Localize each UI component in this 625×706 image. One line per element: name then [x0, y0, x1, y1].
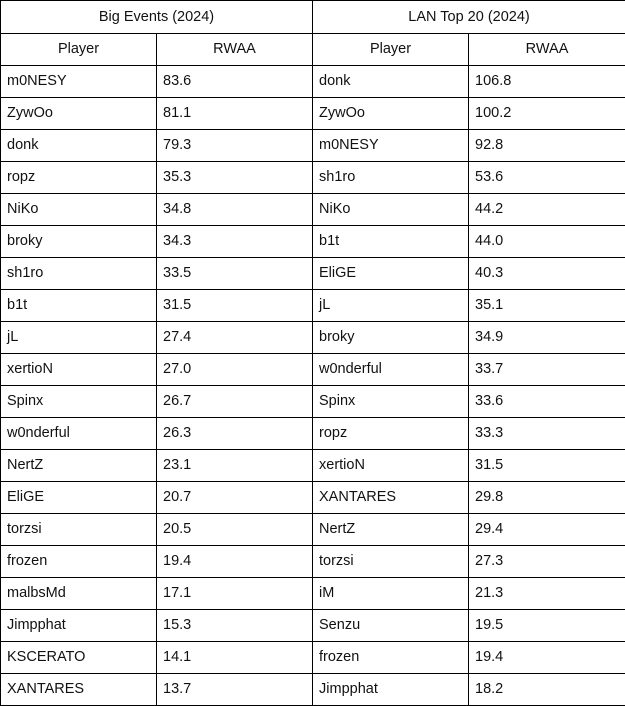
big-events-rwaa-cell: 35.3 [157, 162, 313, 194]
lan-top20-player-cell: EliGE [313, 258, 469, 290]
big-events-player-cell: donk [1, 130, 157, 162]
lan-top20-rwaa-cell: 92.8 [469, 130, 625, 162]
big-events-rwaa-cell: 20.5 [157, 514, 313, 546]
lan-top20-rwaa-cell: 33.3 [469, 418, 625, 450]
table-row [1, 450, 625, 482]
lan-top20-rwaa-header: RWAA [469, 34, 625, 66]
lan-top20-rwaa-cell: 33.7 [469, 354, 625, 386]
lan-top20-rwaa-cell: 31.5 [469, 450, 625, 482]
table-body [1, 66, 625, 706]
table-row [1, 386, 625, 418]
lan-top20-player-cell: frozen [313, 642, 469, 674]
lan-top20-rwaa-cell: 29.4 [469, 514, 625, 546]
table-row [1, 130, 625, 162]
lan-top20-rwaa-cell: 44.0 [469, 226, 625, 258]
table-row [1, 642, 625, 674]
big-events-rwaa-cell: 26.7 [157, 386, 313, 418]
table-row [1, 610, 625, 642]
big-events-player-cell: XANTARES [1, 674, 157, 706]
lan-top20-rwaa-cell: 21.3 [469, 578, 625, 610]
lan-top20-player-cell: XANTARES [313, 482, 469, 514]
big-events-player-cell: NertZ [1, 450, 157, 482]
table-row [1, 322, 625, 354]
big-events-rwaa-cell: 34.8 [157, 194, 313, 226]
lan-top20-player-cell: Jimpphat [313, 674, 469, 706]
lan-top20-player-cell: Senzu [313, 610, 469, 642]
table-row [1, 546, 625, 578]
big-events-player-cell: frozen [1, 546, 157, 578]
lan-top20-player-header: Player [313, 34, 469, 66]
big-events-rwaa-cell: 79.3 [157, 130, 313, 162]
lan-top20-rwaa-cell: 19.5 [469, 610, 625, 642]
lan-top20-player-cell: ropz [313, 418, 469, 450]
table-row [1, 290, 625, 322]
table-row [1, 226, 625, 258]
lan-top20-player-cell: torzsi [313, 546, 469, 578]
lan-top20-rwaa-cell: 18.2 [469, 674, 625, 706]
big-events-player-cell: ropz [1, 162, 157, 194]
table-row [1, 674, 625, 706]
big-events-rwaa-cell: 27.0 [157, 354, 313, 386]
big-events-rwaa-cell: 26.3 [157, 418, 313, 450]
big-events-player-cell: ZywOo [1, 98, 157, 130]
lan-top20-rwaa-cell: 29.8 [469, 482, 625, 514]
table-row [1, 418, 625, 450]
lan-top20-rwaa-cell: 19.4 [469, 642, 625, 674]
lan-top20-player-cell: m0NESY [313, 130, 469, 162]
big-events-player-cell: jL [1, 322, 157, 354]
big-events-rwaa-cell: 14.1 [157, 642, 313, 674]
table-title-row [1, 1, 625, 34]
table-row [1, 66, 625, 98]
lan-top20-rwaa-cell: 27.3 [469, 546, 625, 578]
big-events-title: Big Events (2024) [1, 1, 313, 34]
big-events-rwaa-cell: 23.1 [157, 450, 313, 482]
lan-top20-rwaa-cell: 106.8 [469, 66, 625, 98]
big-events-rwaa-header: RWAA [157, 34, 313, 66]
lan-top20-player-cell: NiKo [313, 194, 469, 226]
big-events-player-cell: EliGE [1, 482, 157, 514]
big-events-rwaa-cell: 81.1 [157, 98, 313, 130]
big-events-rwaa-cell: 20.7 [157, 482, 313, 514]
table-row [1, 354, 625, 386]
big-events-player-cell: broky [1, 226, 157, 258]
lan-top20-player-cell: Spinx [313, 386, 469, 418]
lan-top20-rwaa-cell: 40.3 [469, 258, 625, 290]
lan-top20-player-cell: sh1ro [313, 162, 469, 194]
big-events-player-cell: KSCERATO [1, 642, 157, 674]
table-row [1, 258, 625, 290]
lan-top20-player-cell: ZywOo [313, 98, 469, 130]
big-events-player-cell: xertioN [1, 354, 157, 386]
big-events-player-cell: torzsi [1, 514, 157, 546]
big-events-rwaa-cell: 17.1 [157, 578, 313, 610]
lan-top20-rwaa-cell: 53.6 [469, 162, 625, 194]
big-events-player-cell: m0NESY [1, 66, 157, 98]
table-row [1, 194, 625, 226]
big-events-rwaa-cell: 15.3 [157, 610, 313, 642]
lan-top20-rwaa-cell: 100.2 [469, 98, 625, 130]
big-events-player-cell: NiKo [1, 194, 157, 226]
big-events-player-header: Player [1, 34, 157, 66]
big-events-rwaa-cell: 31.5 [157, 290, 313, 322]
big-events-player-cell: b1t [1, 290, 157, 322]
lan-top20-player-cell: w0nderful [313, 354, 469, 386]
lan-top20-player-cell: NertZ [313, 514, 469, 546]
big-events-player-cell: Jimpphat [1, 610, 157, 642]
big-events-rwaa-cell: 27.4 [157, 322, 313, 354]
lan-top20-player-cell: xertioN [313, 450, 469, 482]
lan-top20-player-cell: jL [313, 290, 469, 322]
table-row [1, 514, 625, 546]
big-events-rwaa-cell: 34.3 [157, 226, 313, 258]
lan-top20-player-cell: iM [313, 578, 469, 610]
big-events-player-cell: w0nderful [1, 418, 157, 450]
big-events-rwaa-cell: 13.7 [157, 674, 313, 706]
lan-top20-rwaa-cell: 34.9 [469, 322, 625, 354]
big-events-player-cell: Spinx [1, 386, 157, 418]
lan-top20-rwaa-cell: 44.2 [469, 194, 625, 226]
lan-top20-title: LAN Top 20 (2024) [313, 1, 625, 34]
lan-top20-player-cell: b1t [313, 226, 469, 258]
big-events-player-cell: sh1ro [1, 258, 157, 290]
lan-top20-rwaa-cell: 35.1 [469, 290, 625, 322]
big-events-rwaa-cell: 83.6 [157, 66, 313, 98]
lan-top20-rwaa-cell: 33.6 [469, 386, 625, 418]
big-events-rwaa-cell: 19.4 [157, 546, 313, 578]
table-row [1, 578, 625, 610]
table-row [1, 162, 625, 194]
big-events-rwaa-cell: 33.5 [157, 258, 313, 290]
column-header-row [1, 34, 625, 66]
lan-top20-player-cell: broky [313, 322, 469, 354]
lan-top20-player-cell: donk [313, 66, 469, 98]
big-events-player-cell: malbsMd [1, 578, 157, 610]
table-row [1, 482, 625, 514]
table-row [1, 98, 625, 130]
